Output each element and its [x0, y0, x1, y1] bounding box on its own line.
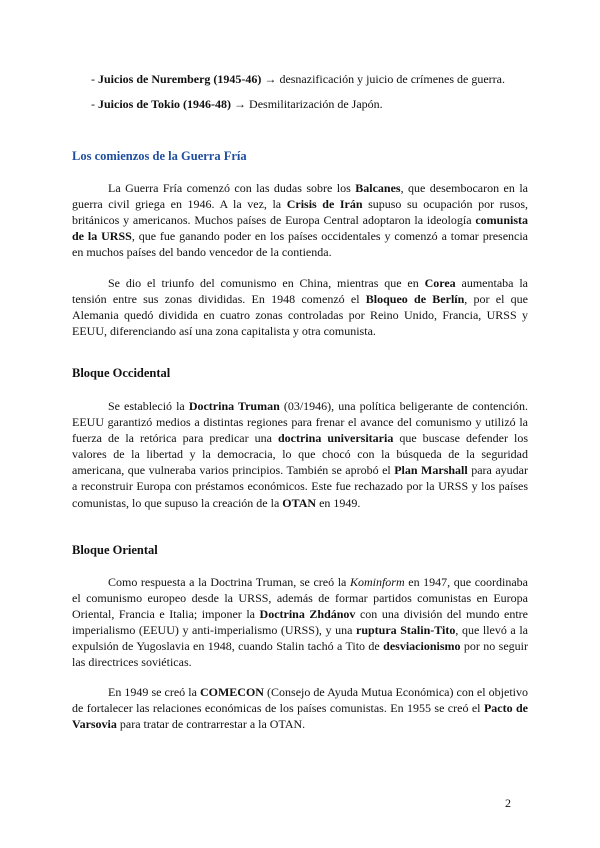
- bullet-text: → desnazificación y juicio de crímenes de guerra.: [261, 72, 505, 86]
- bullet-term: Juicios de Nuremberg (1945-46): [98, 72, 262, 86]
- text-run: , que llevó a la expulsión de Yugoslavia en 1948, cuando Stalin tachó a Tito de: [72, 623, 528, 654]
- text-run: , por el que Alemania quedó dividida en cuatro zonas controladas por Reino Unido, Francia, URSS y EEUU, diferenciando así una zona capitalista y otra comunista.: [72, 292, 529, 339]
- text-run: Se estableció la: [108, 399, 189, 413]
- bullet-dash: -: [91, 97, 98, 111]
- text-run: con una división del mundo entre imperialismo (EEUU) y anti-imperialismo (URSS), y una: [72, 607, 528, 638]
- text-run: para ayudar a reconstruir Europa con préstamos económicos. Este fue rechazado por la URSS y los países comunistas, lo que supuso la creación de la: [72, 463, 528, 510]
- text-run: (03/1946), una política beligerante de contención. EEUU garantizó medios a distintas regiones para frenar el avance del comunismo y utilizó la fuerza de la retórica para predicar una: [72, 399, 529, 446]
- text-run: , que fue ganando poder en los países occidentales y comenzó a tomar presencia en muchos países del bando vencedor de la contienda.: [72, 229, 529, 260]
- bold-term: desviacionismo: [383, 639, 461, 654]
- bold-term: OTAN: [282, 495, 317, 510]
- text-run: La Guerra Fría comenzó con las dudas sobre los: [108, 181, 356, 195]
- text-run: aumentaba la tensión entre sus zonas divididas. En 1948 comenzó el: [72, 276, 528, 307]
- paragraph-comienzos-2: [72, 275, 528, 339]
- text-run: Se dio el triunfo del comunismo en China, mientras que en: [108, 276, 425, 290]
- bold-term: comunista de la URSS: [72, 213, 528, 244]
- paragraph-comienzos-1: [72, 180, 528, 260]
- bullet-nuremberg: [91, 72, 505, 87]
- bold-term: COMECON: [199, 685, 264, 699]
- text-run: en 1949.: [316, 495, 361, 510]
- bold-term: Doctrina Truman: [188, 399, 280, 413]
- text-run: En 1949 se creó la: [108, 685, 200, 699]
- bullet-term: Juicios de Tokio (1946-48): [98, 97, 232, 111]
- heading-bloque-occidental: Bloque Occidental: [72, 366, 171, 380]
- bold-term: ruptura Stalin-Tito: [356, 623, 456, 638]
- bold-term: Corea: [424, 276, 456, 290]
- text-run: (Consejo de Ayuda Mutua Económica) con el objetivo de fortalecer las relaciones económicas de los países comunistas. En 1955 se creó el: [72, 685, 528, 716]
- paragraph-occidental: [72, 398, 528, 511]
- bold-term: doctrina universitaria: [277, 431, 394, 446]
- bold-term: Plan Marshall: [394, 463, 468, 478]
- bold-term: Doctrina Zhdánov: [259, 607, 356, 622]
- text-run: supuso su ocupación por rusos, británicos y americanos. Muchos países de Europa Central adoptaron la ideología: [72, 197, 529, 228]
- bullet-tokio: [91, 97, 383, 112]
- bullet-dash: -: [91, 72, 98, 86]
- text-run: por no seguir las directrices soviéticas.: [72, 639, 528, 670]
- text-run: para tratar de contrarrestar a la OTAN.: [116, 717, 306, 732]
- paragraph-oriental-1: [72, 574, 528, 671]
- text-run: , que desembocaron en la guerra civil griega en 1946. A la vez, la: [72, 181, 528, 212]
- text-run: que buscase defender los valores de la libertad y la democracia, lo que chocó con la búsqueda de la seguridad americana, que vulneraba varios principios. También se aprobó el: [72, 431, 529, 478]
- bold-term: Bloqueo de Berlín: [365, 292, 465, 307]
- bold-term: Balcanes: [355, 181, 401, 195]
- bullet-text: → Desmilitarización de Japón.: [231, 97, 383, 111]
- italic-term: Kominform: [349, 575, 405, 589]
- text-run: Como respuesta a la Doctrina Truman, se creó la: [108, 575, 350, 589]
- heading-comienzos: Los comienzos de la Guerra Fría: [72, 149, 247, 163]
- heading-bloque-oriental: Bloque Oriental: [72, 543, 158, 557]
- page-number: 2: [505, 796, 511, 810]
- bold-term: Pacto de Varsovia: [72, 701, 529, 732]
- text-run: en 1947, que coordinaba el comunismo europeo desde la URSS, además de formar partidos comunistas en Europa Oriental, Francia e Italia; imponer la: [72, 575, 528, 622]
- bold-term: Crisis de Irán: [286, 197, 363, 212]
- paragraph-oriental-2: [72, 684, 528, 732]
